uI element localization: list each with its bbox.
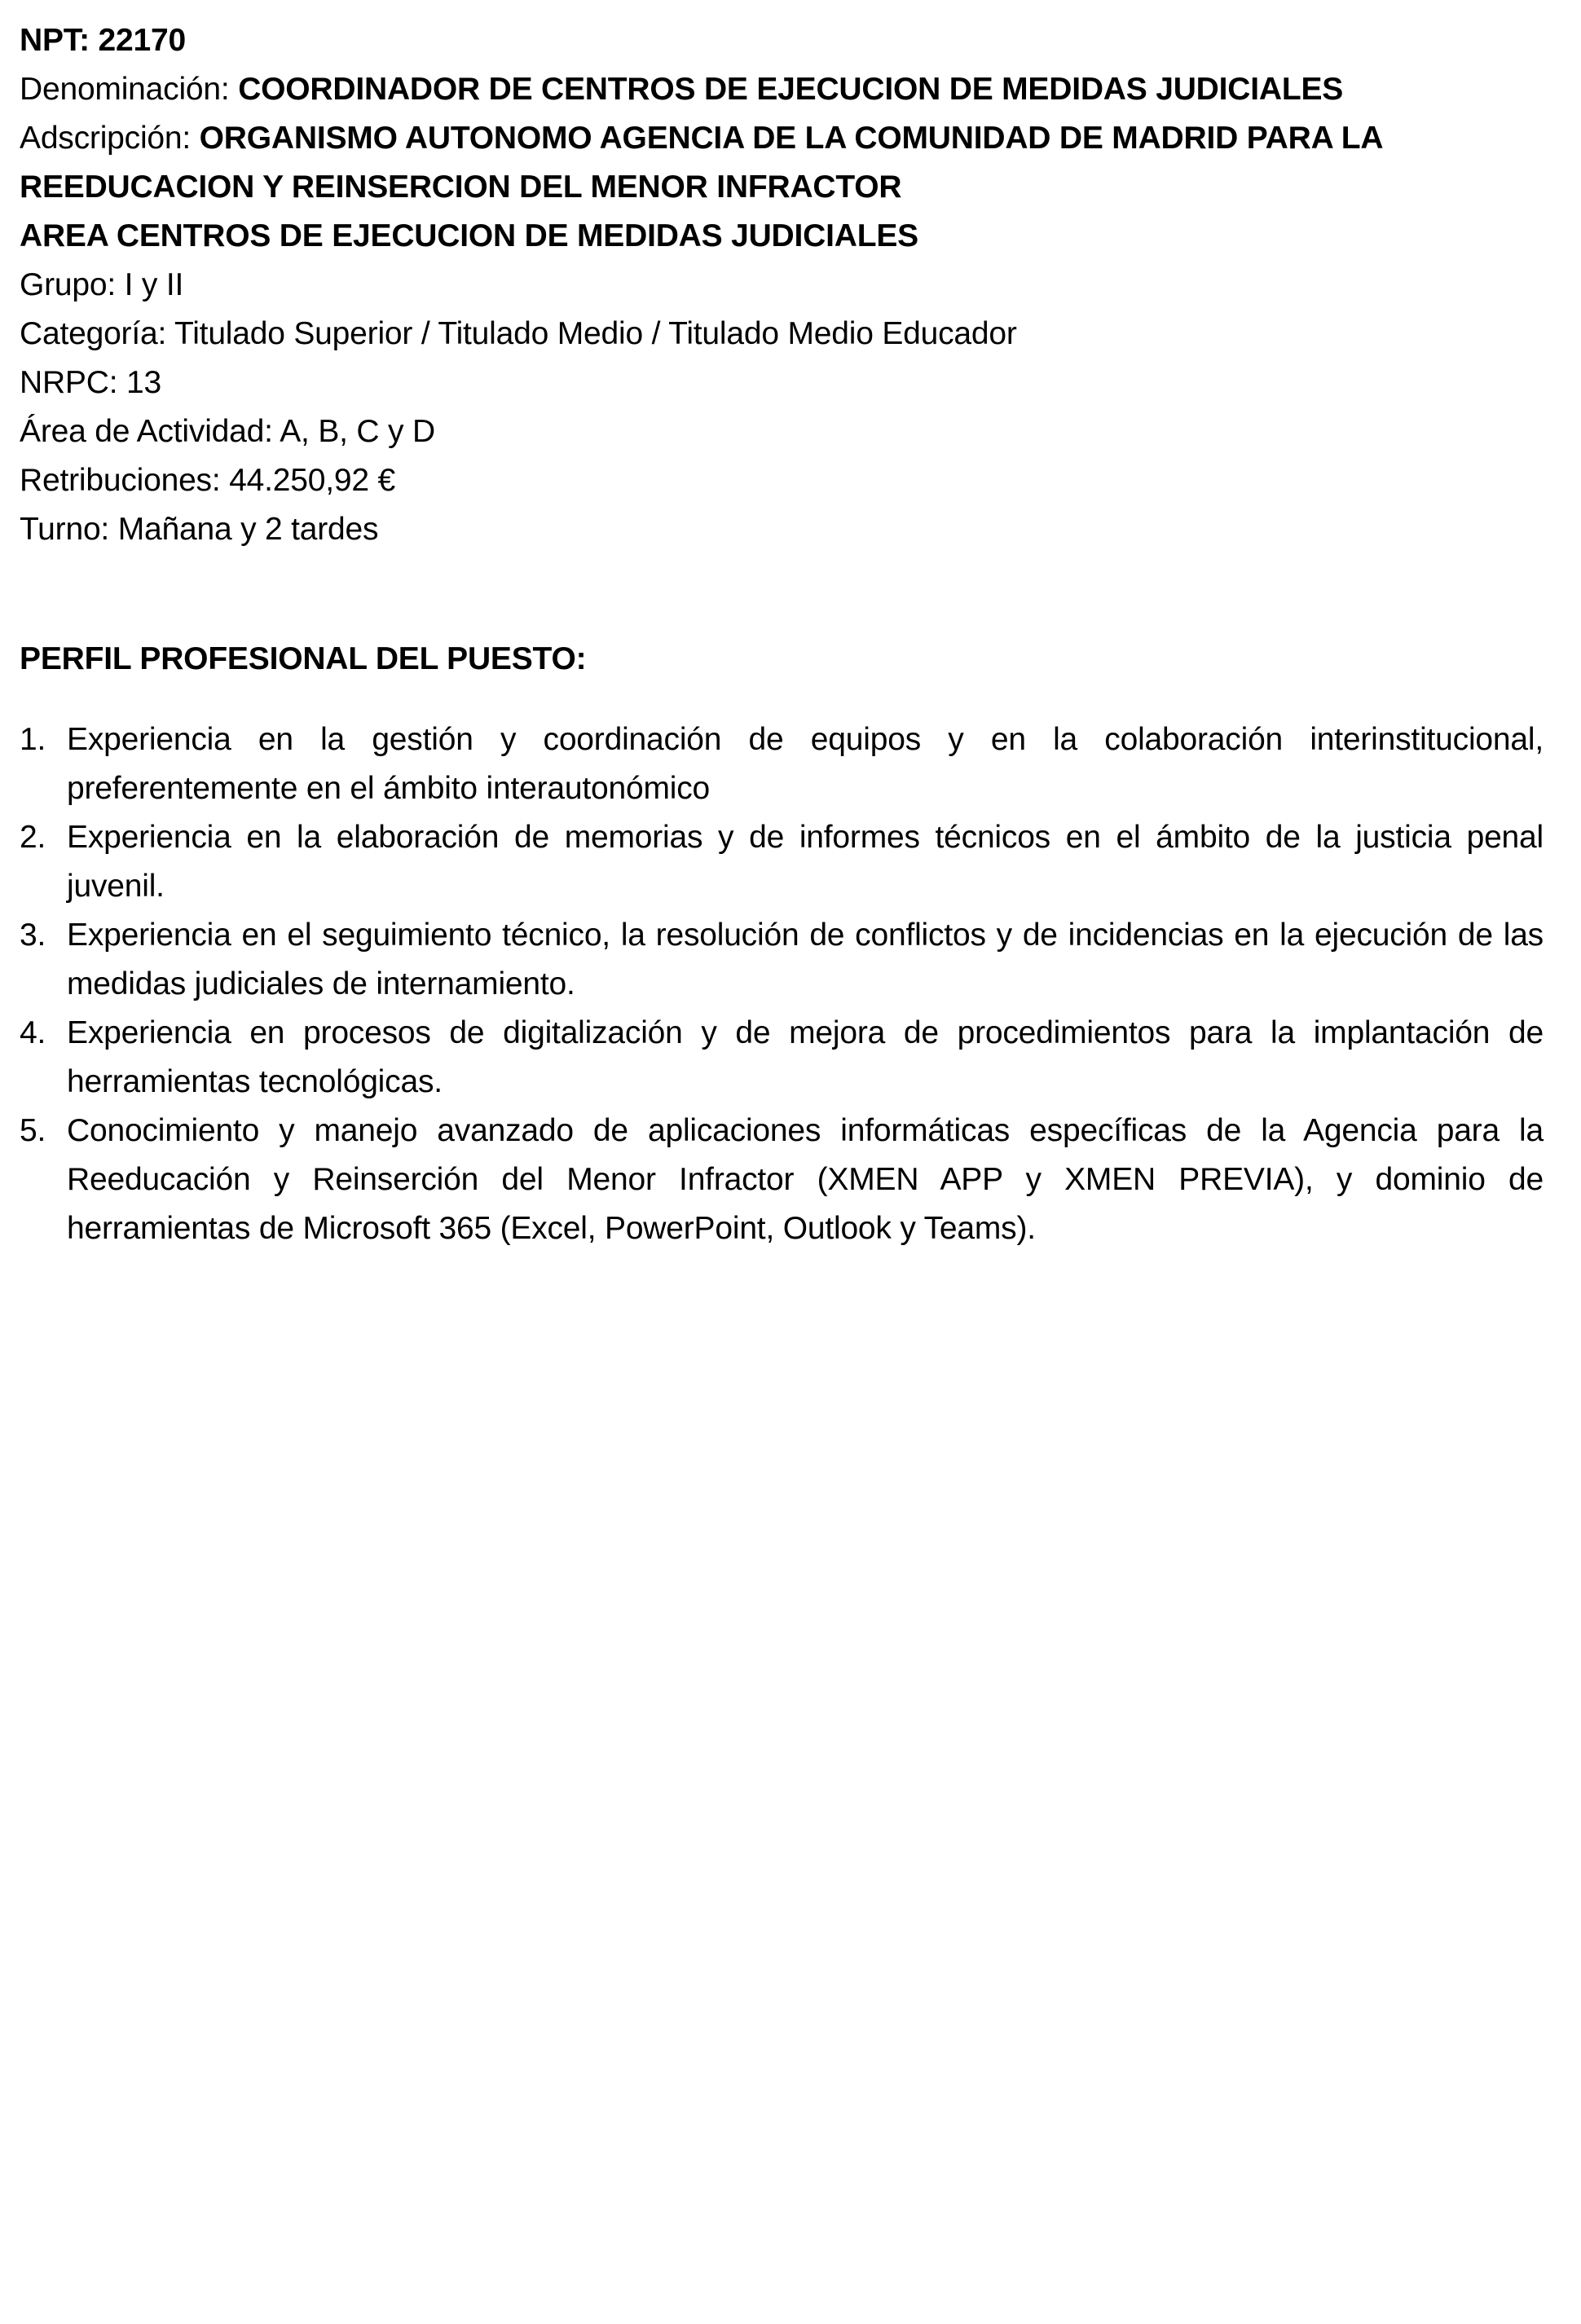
grupo-line: Grupo: I y II	[20, 267, 184, 302]
list-item	[20, 1107, 1544, 1253]
list-item-number: 4.	[20, 1015, 46, 1050]
denominacion-line	[20, 65, 1544, 114]
list-item-number: 1.	[20, 722, 46, 757]
list-item-text: Experiencia en la gestión y coordinación de equipos y en la colaboración interinstitucional, preferentemente en el ámbito interautonómico	[67, 722, 1544, 806]
npt-heading: NPT: 22170	[20, 23, 186, 58]
list-item	[20, 715, 1544, 813]
denominacion-label: Denominación:	[20, 72, 239, 107]
adscripcion-value: ORGANISMO AUTONOMO AGENCIA DE LA COMUNIDAD DE MADRID PARA LA REEDUCACION Y REINSERCION DEL MENOR INFRACTOR	[20, 121, 1382, 205]
categoria-line: Categoría: Titulado Superior / Titulado Medio / Titulado Medio Educador	[20, 316, 1017, 351]
list-item-text: Experiencia en el seguimiento técnico, la resolución de conflictos y de incidencias en la ejecución de las medidas judiciales de internamiento.	[67, 918, 1544, 1001]
list-item-text: Experiencia en la elaboración de memorias y de informes técnicos en el ámbito de la justicia penal juvenil.	[67, 820, 1544, 904]
list-item	[20, 1009, 1544, 1107]
list-item-number: 3.	[20, 918, 46, 953]
perfil-list	[20, 715, 1544, 1253]
adscripcion-label: Adscripción:	[20, 121, 200, 156]
list-item	[20, 813, 1544, 911]
list-item-number: 5.	[20, 1113, 46, 1148]
perfil-title: PERFIL PROFESIONAL DEL PUESTO:	[20, 641, 587, 676]
adscripcion-line	[20, 114, 1544, 212]
spacer	[20, 554, 1544, 603]
denominacion-value: COORDINADOR DE CENTROS DE EJECUCION DE MEDIDAS JUDICIALES	[238, 72, 1344, 107]
list-item	[20, 911, 1544, 1009]
job-posting	[20, 16, 1544, 1253]
area-line: AREA CENTROS DE EJECUCION DE MEDIDAS JUDICIALES	[20, 218, 918, 253]
list-item-text: Conocimiento y manejo avanzado de aplicaciones informáticas específicas de la Agencia para la Reeducación y Reinserción del Menor Infractor (XMEN APP y XMEN PREVIA), y dominio de herramientas de Microsoft 365 (Excel, PowerPoint, Outlook y Teams).	[67, 1113, 1544, 1246]
turno-line: Turno: Mañana y 2 tardes	[20, 512, 379, 547]
area-actividad-line: Área de Actividad: A, B, C y D	[20, 414, 435, 449]
list-item-number: 2.	[20, 820, 46, 855]
nrpc-line: NRPC: 13	[20, 365, 161, 400]
list-item-text: Experiencia en procesos de digitalización y de mejora de procedimientos para la implantación de herramientas tecnológicas.	[67, 1015, 1544, 1099]
retribuciones-line: Retribuciones: 44.250,92 €	[20, 463, 395, 498]
